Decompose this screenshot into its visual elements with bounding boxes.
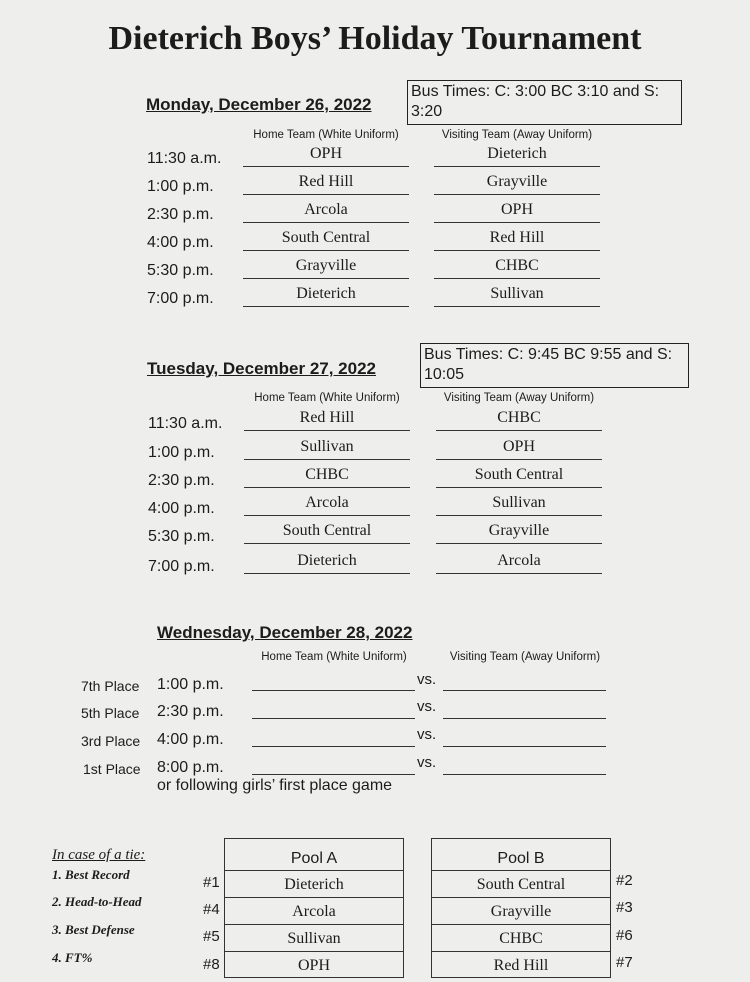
visiting-team: CHBC <box>436 409 602 431</box>
visiting-team: Sullivan <box>436 494 602 516</box>
home-team-blank <box>252 718 415 719</box>
home-team: Sullivan <box>244 438 410 460</box>
game-time: 5:30 p.m. <box>147 262 214 279</box>
visiting-team: Grayville <box>434 173 600 195</box>
game-time: 5:30 p.m. <box>148 528 215 545</box>
monday-date-heading: Monday, December 26, 2022 <box>146 95 372 114</box>
visiting-team: Arcola <box>436 552 602 574</box>
tiebreak-item: 1. Best Record <box>52 867 130 882</box>
game-time: 11:30 a.m. <box>148 415 223 432</box>
home-team-blank <box>252 690 415 691</box>
visiting-team-blank <box>443 718 606 719</box>
pool-b-seed: #6 <box>616 927 633 944</box>
game-time: 2:30 p.m. <box>157 703 224 720</box>
place-label: 3rd Place <box>81 733 141 749</box>
vs-label: vs. <box>417 698 437 715</box>
pool-a-seed: #5 <box>203 928 220 945</box>
game-time: 1:00 p.m. <box>147 178 214 195</box>
place-label: 7th Place <box>81 678 140 694</box>
monday-bus-times: Bus Times: C: 3:00 BC 3:10 and S: 3:20 <box>407 80 682 125</box>
visiting-team: OPH <box>436 438 602 460</box>
home-team: Arcola <box>243 201 409 223</box>
game-time: 4:00 p.m. <box>157 731 224 748</box>
pool-a-seed: #1 <box>203 874 220 891</box>
home-team: Arcola <box>244 494 410 516</box>
game-time: 2:30 p.m. <box>148 472 215 489</box>
tuesday-visiting-header: Visiting Team (Away Uniform) <box>443 392 595 404</box>
wednesday-date-heading: Wednesday, December 28, 2022 <box>157 623 413 642</box>
game-time: 7:00 p.m. <box>148 558 215 575</box>
pool-a-team: Sullivan <box>225 925 403 952</box>
monday-home-header: Home Team (White Uniform) <box>253 129 399 141</box>
page-title: Dieterich Boys’ Holiday Tournament <box>108 20 642 57</box>
pool-b-title: Pool B <box>432 839 610 871</box>
home-team: CHBC <box>244 466 410 488</box>
pool-a-team: OPH <box>297 957 330 974</box>
place-label: 1st Place <box>83 761 141 777</box>
pool-a-team: Arcola <box>225 898 403 925</box>
vs-label: vs. <box>417 754 437 771</box>
home-team: Grayville <box>243 257 409 279</box>
visiting-team: CHBC <box>434 257 600 279</box>
home-team: Red Hill <box>243 173 409 195</box>
pool-a-title: Pool A <box>225 839 403 871</box>
game-time: 1:00 p.m. <box>157 676 224 693</box>
visiting-team: OPH <box>434 201 600 223</box>
game-time: 4:00 p.m. <box>147 234 214 251</box>
monday-visiting-header: Visiting Team (Away Uniform) <box>441 129 593 141</box>
visiting-team: Red Hill <box>434 229 600 251</box>
tiebreak-item: 4. FT% <box>52 950 93 965</box>
tuesday-bus-times: Bus Times: C: 9:45 BC 9:55 and S: 10:05 <box>420 343 689 388</box>
pool-a-seed: #8 <box>203 956 220 973</box>
pool-b-team: South Central <box>432 871 610 898</box>
game-time: 7:00 p.m. <box>147 290 214 307</box>
pool-a-seed: #4 <box>203 901 220 918</box>
tuesday-date-heading: Tuesday, December 27, 2022 <box>147 359 377 378</box>
wednesday-visiting-header: Visiting Team (Away Uniform) <box>449 651 601 663</box>
tiebreak-item: 3. Best Defense <box>52 922 135 937</box>
home-team: South Central <box>243 229 409 251</box>
visiting-team: Grayville <box>436 522 602 544</box>
vs-label: vs. <box>417 671 437 688</box>
tiebreak-item: 2. Head-to-Head <box>52 894 142 909</box>
game-time: 8:00 p.m. <box>157 759 224 776</box>
home-team: OPH <box>243 145 409 167</box>
championship-note: or following girls’ first place game <box>157 777 393 794</box>
visiting-team: Sullivan <box>434 285 600 307</box>
game-time: 11:30 a.m. <box>147 150 222 167</box>
home-team-blank <box>252 774 415 775</box>
pool-b-team: Grayville <box>432 898 610 925</box>
visiting-team: South Central <box>436 466 602 488</box>
home-team-blank <box>252 746 415 747</box>
pool-b-seed: #2 <box>616 872 633 889</box>
wednesday-home-header: Home Team (White Uniform) <box>261 651 407 663</box>
pool-b-team: Red Hill <box>493 957 549 974</box>
visiting-team-blank <box>443 774 606 775</box>
home-team: Dieterich <box>243 285 409 307</box>
home-team: Dieterich <box>244 552 410 574</box>
visiting-team-blank <box>443 746 606 747</box>
visiting-team-blank <box>443 690 606 691</box>
game-time: 2:30 p.m. <box>147 206 214 223</box>
pool-a-team: Dieterich <box>225 871 403 898</box>
place-label: 5th Place <box>81 705 140 721</box>
pool-b-table <box>431 838 611 978</box>
home-team: South Central <box>244 522 410 544</box>
tuesday-home-header: Home Team (White Uniform) <box>254 392 400 404</box>
visiting-team: Dieterich <box>434 145 600 167</box>
tiebreak-heading: In case of a tie: <box>52 847 146 863</box>
pool-b-seed: #3 <box>616 899 633 916</box>
pool-b-seed: #7 <box>616 954 633 971</box>
home-team: Red Hill <box>244 409 410 431</box>
game-time: 1:00 p.m. <box>148 444 215 461</box>
game-time: 4:00 p.m. <box>148 500 215 517</box>
vs-label: vs. <box>417 726 437 743</box>
pool-a-table <box>224 838 404 978</box>
pool-b-team: CHBC <box>432 925 610 952</box>
